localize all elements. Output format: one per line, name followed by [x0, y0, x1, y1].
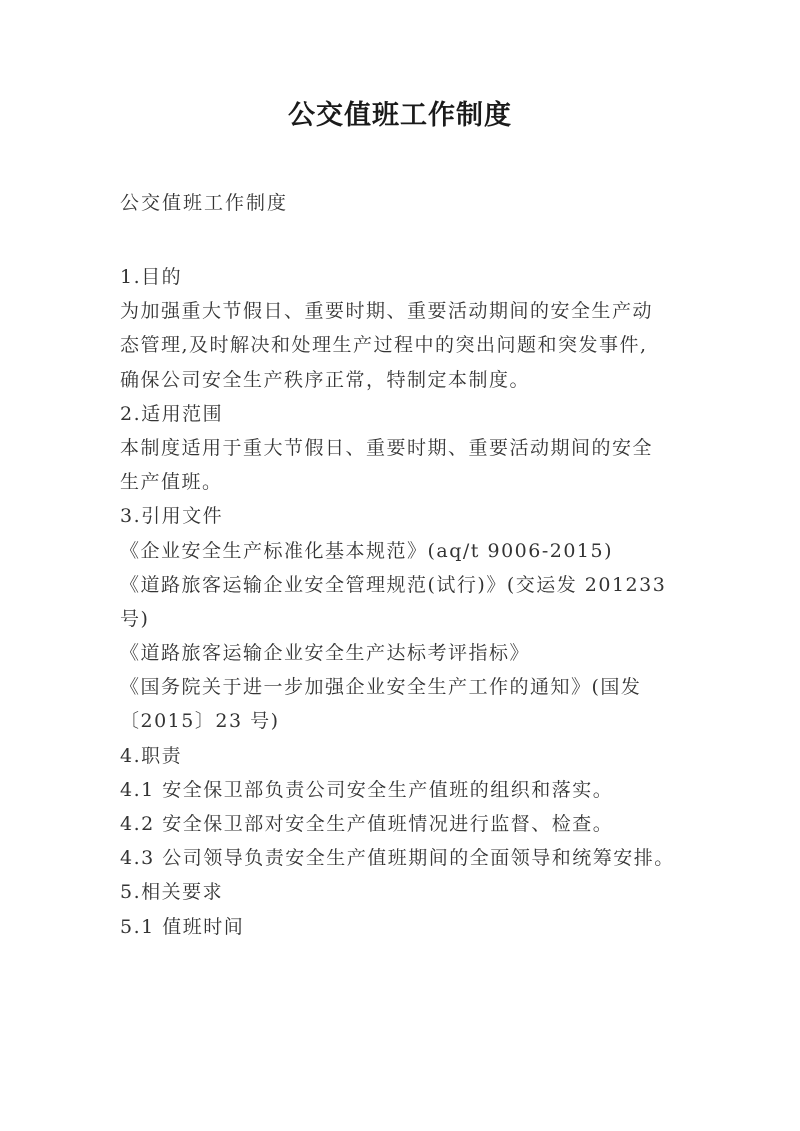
- reference-line: 《国务院关于进一步加强企业安全生产工作的通知》(国发: [120, 676, 642, 699]
- paragraph-line: 态管理,及时解决和处理生产过程中的突出问题和突发事件,: [120, 334, 648, 357]
- paragraph-line: 确保公司安全生产秩序正常，特制定本制度。: [120, 368, 531, 391]
- paragraph-line: 本制度适用于重大节假日、重要时期、重要活动期间的安全: [120, 436, 654, 459]
- list-item: 4.1 安全保卫部负责公司安全生产值班的组织和落实。: [120, 778, 614, 801]
- reference-line: 号): [120, 607, 150, 630]
- document-subtitle: 公交值班工作制度: [120, 192, 289, 214]
- section-heading-scope: 2.适用范围: [120, 402, 224, 425]
- document-body: [120, 260, 682, 944]
- list-item: 4.3 公司领导负责安全生产值班期间的全面领导和统筹安排。: [120, 847, 675, 870]
- document-title: 公交值班工作制度: [288, 100, 512, 131]
- list-item: 5.1 值班时间: [120, 915, 245, 938]
- reference-line: 《企业安全生产标准化基本规范》(aq/t 9006-2015): [120, 539, 614, 562]
- reference-line: 〔2015〕23 号): [120, 710, 280, 733]
- section-heading-references: 3.引用文件: [120, 505, 224, 528]
- paragraph-line: 为加强重大节假日、重要时期、重要活动期间的安全生产动: [120, 300, 654, 323]
- reference-line: 《道路旅客运输企业安全生产达标考评指标》: [120, 642, 531, 665]
- section-heading-requirements: 5.相关要求: [120, 881, 224, 904]
- section-heading-purpose: 1.目的: [120, 266, 183, 288]
- reference-line: 《道路旅客运输企业安全管理规范(试行)》(交运发 201233: [120, 573, 667, 596]
- paragraph-line: 生产值班。: [120, 471, 223, 494]
- list-item: 4.2 安全保卫部对安全生产值班情况进行监督、检查。: [120, 813, 614, 835]
- section-heading-responsibilities: 4.职责: [120, 744, 183, 767]
